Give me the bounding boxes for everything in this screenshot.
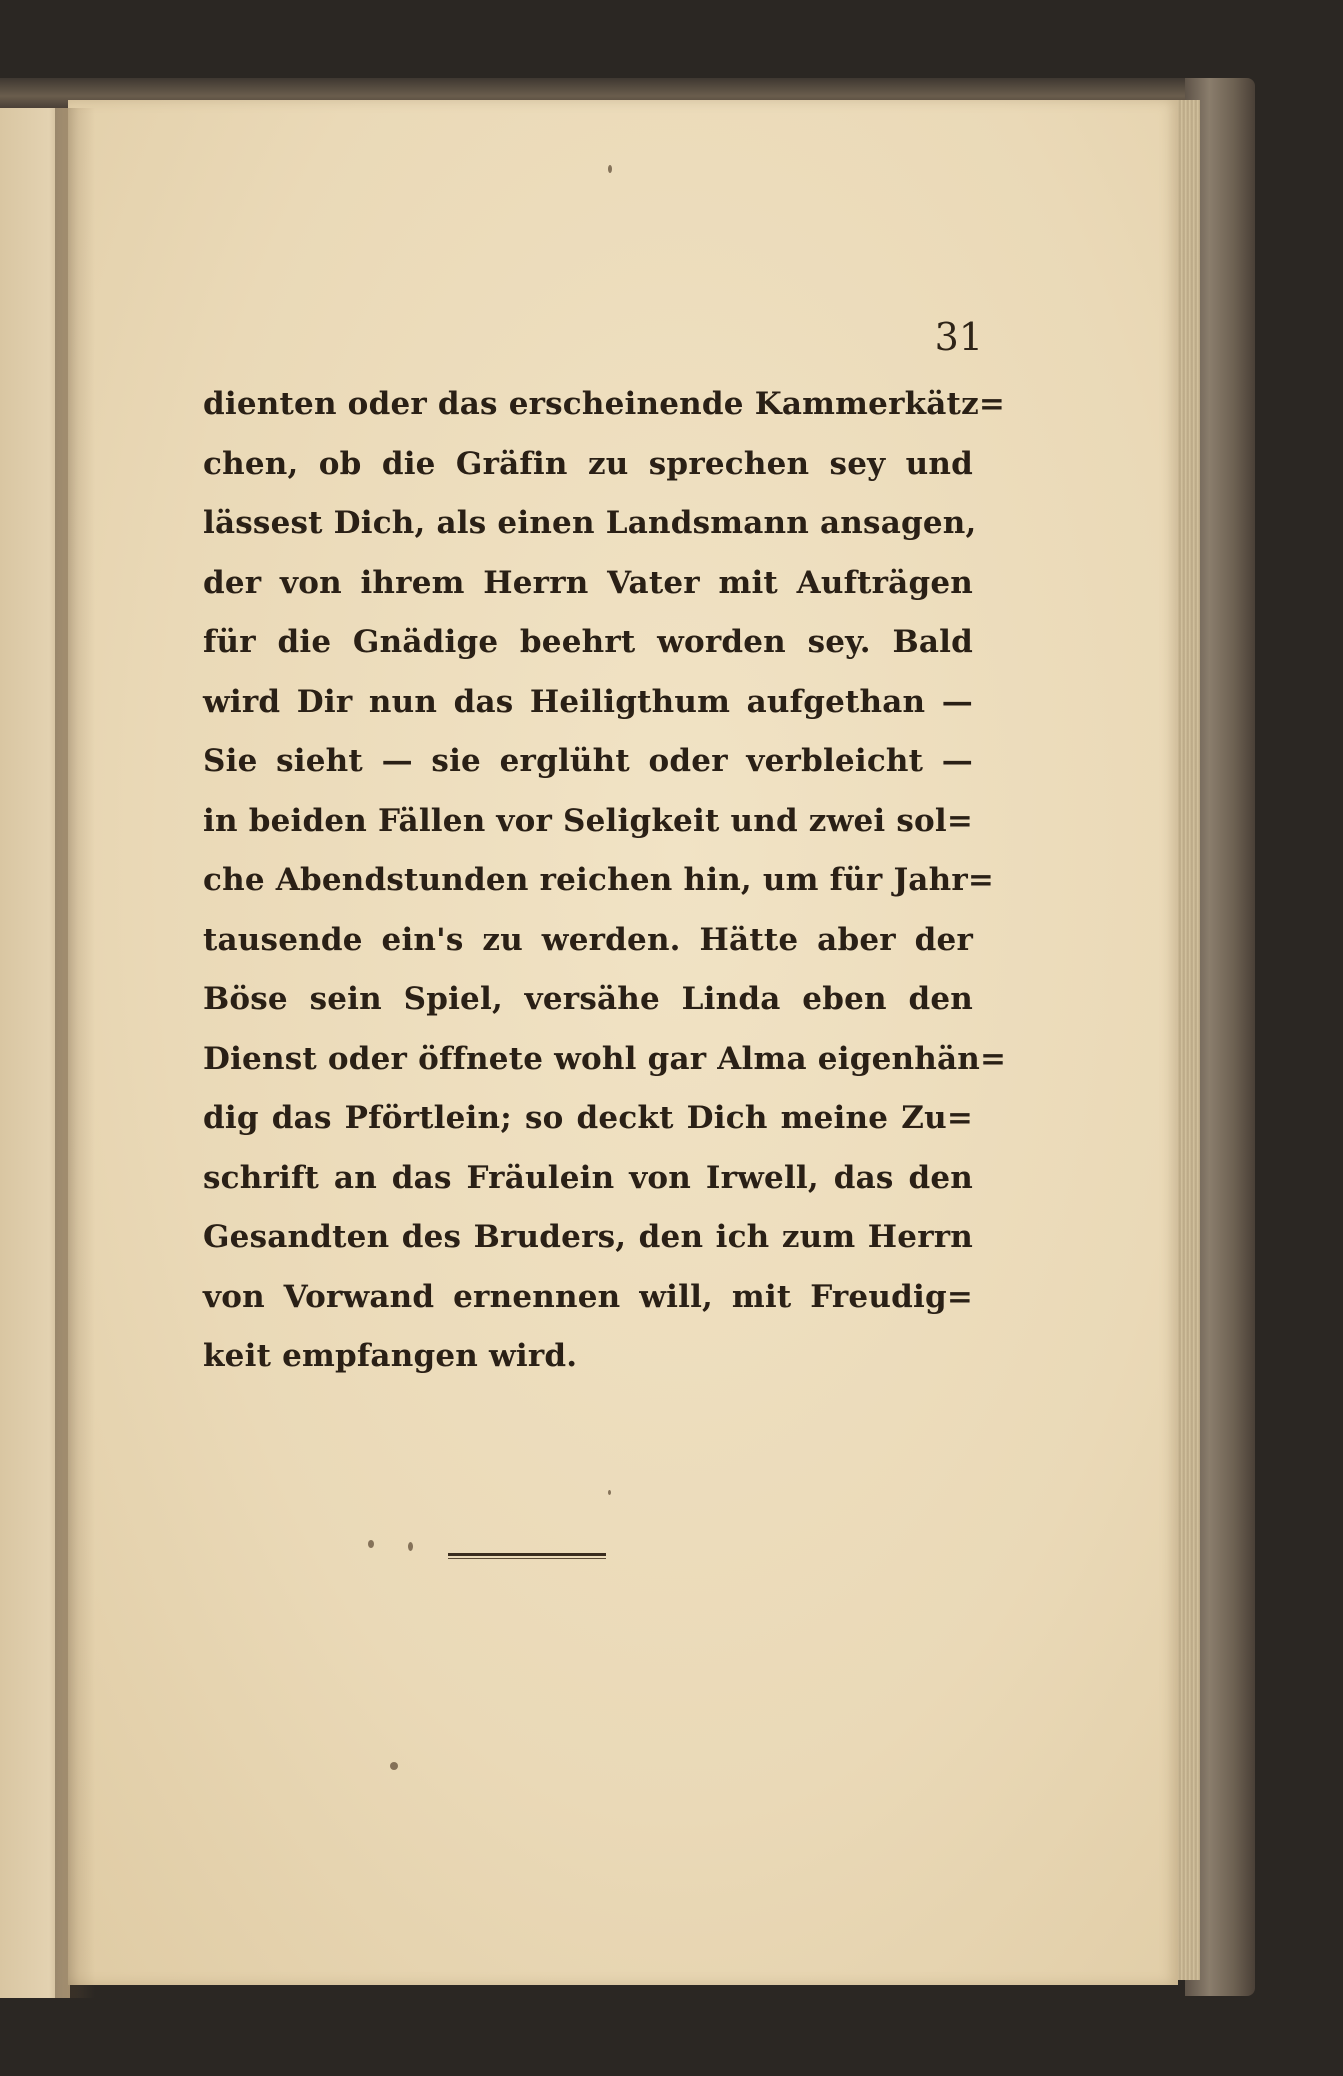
text-line: keit empfangen wird. (203, 1338, 578, 1374)
rule-thin (448, 1558, 606, 1559)
text-line: schrift an das Fräulein von Irwell, das den (203, 1159, 973, 1196)
text-line: von Vorwand ernennen will, mit Freudig= (203, 1278, 973, 1315)
paper-speck (390, 1762, 398, 1770)
text-line: für die Gnädige beehrt worden sey. Bald (203, 624, 973, 660)
text-line: in beiden Fällen vor Seligkeit und zwei sol= (203, 802, 974, 839)
rule-thick (448, 1553, 606, 1556)
text-line: der von ihrem Herrn Vater mit Aufträgen (203, 564, 973, 601)
text-line: wird Dir nun das Heiligthum aufgethan — (203, 683, 973, 720)
text-line: Böse sein Spiel, versähe Linda eben den (203, 981, 973, 1017)
paper-speck (608, 165, 612, 173)
text-line: Sie sieht — sie erglüht oder verbleicht — (203, 743, 973, 779)
gutter-shadow (55, 108, 95, 1998)
page-number: 31 (934, 315, 983, 359)
paper-speck (408, 1542, 413, 1551)
body-text (203, 375, 1007, 1387)
text-line: Gesandten des Bruders, den ich zum Herrn (203, 1219, 973, 1255)
text-line: dienten oder das erscheinende Kammerkätz= (203, 386, 1006, 422)
recto-page (68, 100, 1178, 1985)
text-line: tausende ein's zu werden. Hätte aber der (203, 921, 973, 958)
paper-speck (368, 1540, 374, 1548)
text-line: lässest Dich, als einen Landsmann ansagen, (203, 505, 977, 541)
text-line: dig das Pförtlein; so deckt Dich meine Zu= (203, 1100, 973, 1136)
paper-speck (608, 1490, 611, 1495)
text-line: chen, ob die Gräfin zu sprechen sey und (203, 445, 973, 482)
text-line: Dienst oder öffnete wohl gar Alma eigenhän= (203, 1040, 1007, 1077)
text-line: che Abendstunden reichen hin, um für Jahr= (203, 862, 995, 898)
end-ornament-rule (448, 1553, 606, 1561)
